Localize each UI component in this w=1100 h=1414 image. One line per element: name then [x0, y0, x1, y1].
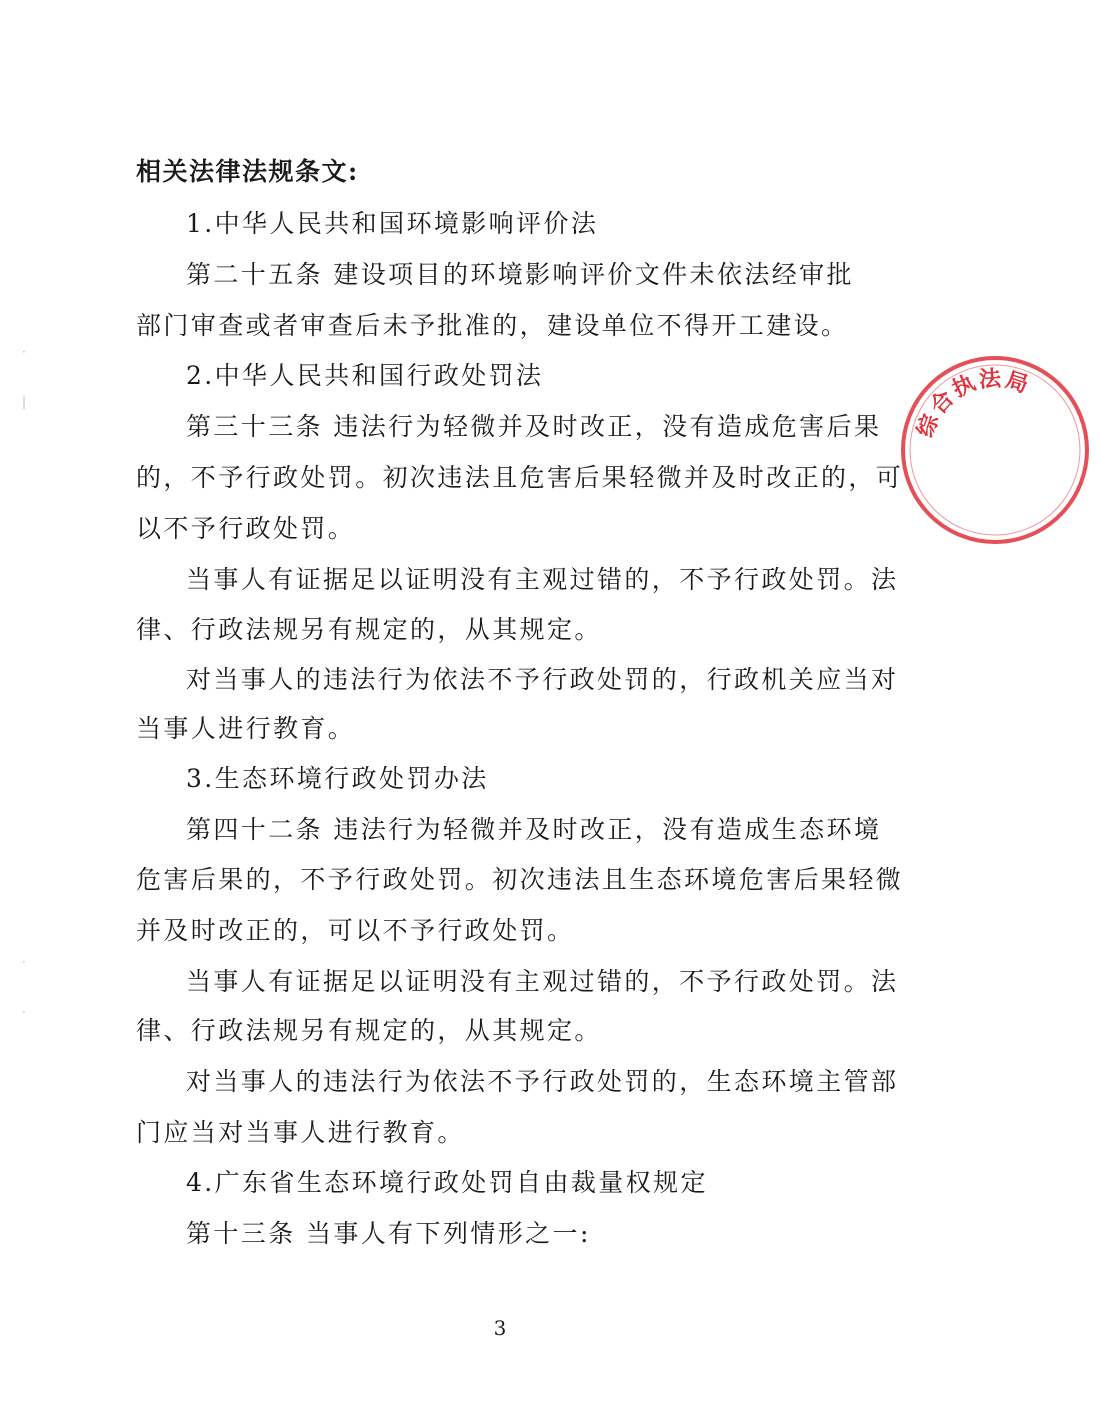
- seal-char: 执: [948, 370, 980, 403]
- margin-artifact: ·: [22, 955, 26, 969]
- article-line: 当事人进行教育。: [136, 714, 356, 743]
- margin-artifact: ·: [22, 345, 26, 359]
- article-line: 对当事人的违法行为依法不予行政处罚的，生态环境主管部: [186, 1067, 899, 1096]
- seal-char: 局: [1002, 367, 1032, 399]
- section-heading: 相关法律法规条文:: [136, 157, 359, 186]
- law-title-4: 4.广东省生态环境行政处罚自由裁量权规定: [186, 1168, 708, 1197]
- article-line: 第四十二条 违法行为轻微并及时改正，没有造成生态环境: [186, 815, 882, 844]
- margin-artifact: ·: [22, 1005, 26, 1019]
- article-line: 对当事人的违法行为依法不予行政处罚的，行政机关应当对: [186, 665, 899, 694]
- article-line: 危害后果的，不予行政处罚。初次违法且生态环境危害后果轻微: [136, 865, 904, 894]
- article-line: 当事人有证据足以证明没有主观过错的，不予行政处罚。法: [186, 967, 899, 996]
- seal-text: [912, 366, 1031, 440]
- seal-char: 法: [978, 366, 1002, 393]
- article-line: 第十三条 当事人有下列情形之一:: [186, 1219, 591, 1248]
- law-title-1: 1.中华人民共和国环境影响评价法: [186, 209, 599, 238]
- page-number: 3: [493, 1316, 507, 1340]
- law-title-3: 3.生态环境行政处罚办法: [186, 764, 489, 793]
- article-line: 当事人有证据足以证明没有主观过错的，不予行政处罚。法: [186, 565, 899, 594]
- article-line: 律、行政法规另有规定的，从其规定。: [136, 1016, 602, 1045]
- margin-artifact: |: [22, 395, 27, 409]
- article-line: 门应当对当事人进行教育。: [136, 1118, 465, 1147]
- seal-char: 综: [913, 411, 945, 441]
- law-title-2: 2.中华人民共和国行政处罚法: [186, 361, 544, 390]
- article-line: 以不予行政处罚。: [136, 514, 356, 543]
- article-line: 部门审查或者审查后未予批准的，建设单位不得开工建设。: [136, 311, 849, 340]
- article-line: 第三十三条 违法行为轻微并及时改正，没有造成危害后果: [186, 412, 882, 441]
- article-line: 并及时改正的，可以不予行政处罚。: [136, 916, 575, 945]
- official-seal: [900, 350, 1100, 550]
- article-line: 的，不予行政处罚。初次违法且危害后果轻微并及时改正的，可: [136, 463, 904, 492]
- article-line: 律、行政法规另有规定的，从其规定。: [136, 615, 602, 644]
- seal-char: 合: [925, 386, 960, 420]
- article-line: 第二十五条 建设项目的环境影响评价文件未依法经审批: [186, 260, 854, 289]
